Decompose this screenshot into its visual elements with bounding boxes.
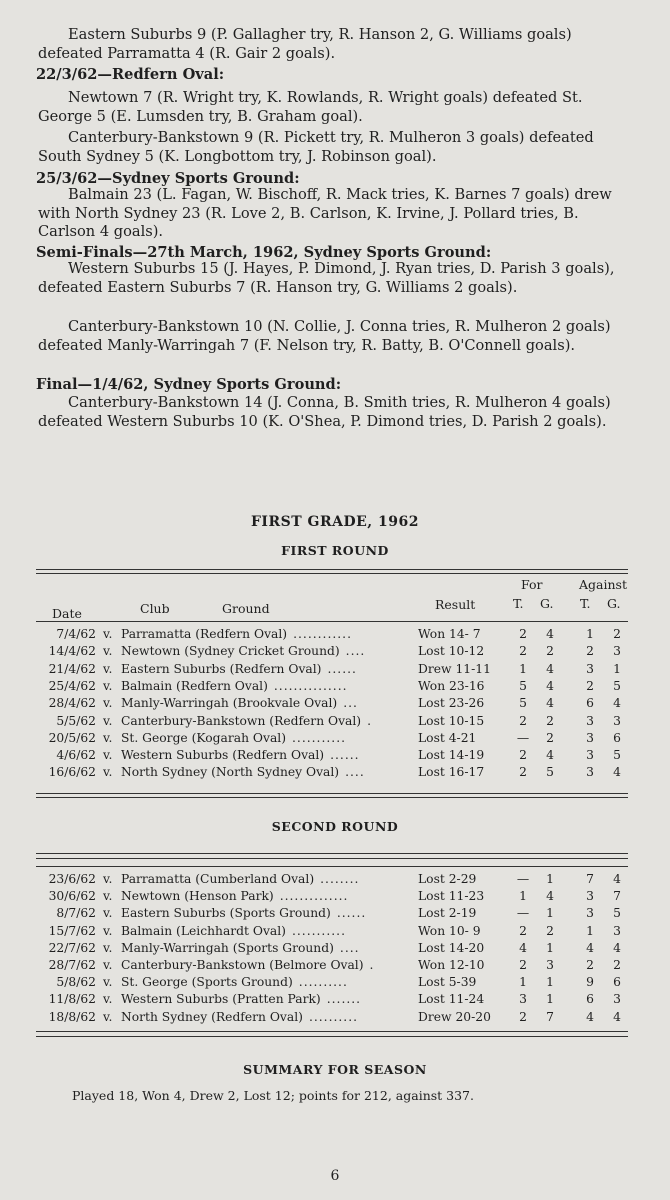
opponent-and-ground (121, 906, 397, 920)
against-tries: 3 (586, 713, 594, 728)
versus-label: v. (103, 644, 113, 659)
for-goals: 1 (546, 992, 554, 1007)
for-goals: 1 (546, 906, 554, 921)
match-result: Won 12-10 (418, 958, 485, 972)
opponent-and-ground (121, 1010, 397, 1024)
against-goals: 6 (613, 975, 621, 990)
match-heading: 22/3/62—Redfern Oval: (36, 66, 225, 83)
match-date: 20/5/62 (48, 730, 96, 745)
opponent-ground-text: North Sydney (North Sydney Oval) (121, 765, 340, 780)
against-tries: 6 (586, 992, 594, 1007)
for-goals-header: G. (540, 596, 554, 611)
for-tries: 2 (519, 748, 527, 763)
table-rule (36, 858, 628, 859)
for-header: For (521, 577, 543, 592)
opponent-ground-text: Canterbury-Bankstown (Belmore Oval) (121, 958, 364, 972)
for-tries: 3 (519, 992, 527, 1007)
for-tries: 2 (519, 765, 527, 780)
against-goals: 4 (613, 940, 621, 955)
for-tries: 5 (519, 696, 527, 711)
versus-label: v. (103, 889, 113, 904)
result-paragraph: Western Suburbs 15 (J. Hayes, P. Dimond, J. Ryan tries, D. Parish 3 goals), defeated Eastern Suburbs 7 (R. Hanson try, G. Williams 2 goals). (38, 260, 615, 296)
against-goals: 2 (613, 958, 621, 972)
table-row (0, 731, 670, 748)
result-paragraph: Canterbury-Bankstown 14 (J. Conna, B. Smith tries, R. Mulheron 4 goals) defeated Western Suburbs 10 (K. O'Shea, P. Dimond tries, D. Parish 2 goals). (38, 394, 611, 430)
opponent-and-ground (121, 748, 397, 762)
opponent-and-ground (121, 696, 397, 710)
match-heading: Semi-Finals—27th March, 1962, Sydney Sports Ground: (36, 244, 492, 261)
for-goals: 7 (546, 1009, 554, 1024)
for-goals: 1 (546, 975, 554, 990)
against-tries: 3 (586, 748, 594, 763)
match-date: 8/7/62 (56, 906, 96, 921)
opponent-ground-text: Parramatta (Redfern Oval) (121, 627, 288, 641)
for-goals: 4 (546, 889, 554, 904)
for-tries: 2 (519, 713, 527, 728)
versus-label: v. (103, 906, 113, 921)
for-tries: 2 (519, 627, 527, 641)
match-date: 5/5/62 (56, 713, 96, 728)
match-result: Lost 11-23 (418, 889, 485, 904)
against-tries: 4 (586, 1009, 594, 1024)
match-date: 28/4/62 (48, 696, 96, 711)
for-goals: 2 (546, 644, 554, 659)
for-tries: 2 (519, 958, 527, 972)
leader-dots: ... (343, 696, 358, 711)
match-result: Lost 23-26 (418, 696, 485, 711)
table-row (0, 644, 670, 661)
for-tries: 1 (519, 975, 527, 990)
table-row (0, 975, 670, 992)
opponent-and-ground (121, 872, 397, 886)
versus-label: v. (103, 940, 113, 955)
summary-title: SUMMARY FOR SEASON (243, 1062, 427, 1077)
table-row (0, 941, 670, 958)
against-tries: 2 (586, 644, 594, 659)
table-row (0, 889, 670, 906)
against-goals: 5 (613, 678, 621, 693)
opponent-and-ground (121, 975, 397, 989)
for-goals: 1 (546, 872, 554, 886)
result-paragraph: Newtown 7 (R. Wright try, K. Rowlands, R. Wright goals) defeated St. George 5 (E. Lumsden try, B. Graham goal). (38, 89, 583, 125)
opponent-ground-text: Western Suburbs (Redfern Oval) (121, 748, 325, 763)
opponent-and-ground (121, 765, 397, 779)
opponent-and-ground (121, 731, 397, 745)
versus-label: v. (103, 661, 113, 676)
opponent-ground-text: Western Suburbs (Pratten Park) (121, 992, 321, 1007)
for-tries: 2 (519, 923, 527, 938)
match-date: 15/7/62 (48, 923, 96, 938)
table-row (0, 748, 670, 765)
match-result: Lost 4-21 (418, 730, 477, 745)
summary-text: Played 18, Won 4, Drew 2, Lost 12; points for 212, against 337. (72, 1088, 474, 1103)
for-tries: 1 (519, 661, 527, 676)
leader-dots: .... (345, 644, 366, 659)
leader-dots: . (367, 713, 373, 728)
match-result: Won 23-16 (418, 678, 485, 693)
table-rule (36, 1036, 628, 1037)
table-row (0, 958, 670, 975)
opponent-and-ground (121, 941, 397, 955)
for-tries-header: T. (513, 596, 524, 611)
match-result: Lost 14-19 (418, 748, 485, 763)
match-date: 4/6/62 (56, 748, 96, 763)
table-row (0, 714, 670, 731)
against-goals: 3 (613, 713, 621, 728)
opponent-ground-text: St. George (Kogarah Oval) (121, 730, 287, 745)
table-rule (36, 569, 628, 570)
match-result: Lost 11-24 (418, 992, 485, 1007)
opponent-ground-text: Parramatta (Cumberland Oval) (121, 872, 315, 886)
result-header: Result (435, 597, 476, 612)
table-rule (36, 1031, 628, 1032)
opponent-and-ground (121, 662, 397, 676)
opponent-and-ground (121, 958, 397, 972)
ground-header: Ground (222, 601, 270, 616)
against-goals: 7 (613, 889, 621, 904)
against-header: Against (579, 577, 627, 592)
against-goals: 3 (613, 992, 621, 1007)
against-tries: 2 (586, 678, 594, 693)
opponent-and-ground (121, 644, 397, 658)
match-result: Won 14- 7 (418, 627, 481, 641)
table-row (0, 906, 670, 923)
for-tries: 2 (519, 644, 527, 659)
leader-dots: ....... (326, 992, 362, 1007)
for-goals: 3 (546, 958, 554, 972)
opponent-ground-text: North Sydney (Redfern Oval) (121, 1009, 303, 1024)
leader-dots: .... (345, 765, 365, 780)
against-goals: 5 (613, 906, 621, 921)
against-tries-header: T. (580, 596, 591, 611)
result-paragraph: Canterbury-Bankstown 9 (R. Pickett try, R. Mulheron 3 goals) defeated South Sydney 5 (K. Longbottom try, J. Robinson goal). (38, 129, 594, 165)
leader-dots: .......... (298, 975, 348, 990)
against-goals-header: G. (607, 596, 621, 611)
match-date: 18/8/62 (48, 1009, 96, 1024)
for-tries: 2 (519, 1009, 527, 1024)
opponent-ground-text: Manly-Warringah (Brookvale Oval) (121, 696, 338, 711)
opponent-and-ground (121, 714, 397, 728)
match-date: 14/4/62 (48, 644, 96, 659)
table-rule (36, 573, 628, 574)
against-tries: 3 (586, 765, 594, 780)
table-row (0, 696, 670, 713)
leader-dots: ............ (293, 627, 352, 641)
versus-label: v. (103, 765, 113, 780)
opponent-ground-text: Eastern Suburbs (Redfern Oval) (121, 661, 322, 676)
against-tries: 3 (586, 661, 594, 676)
against-tries: 4 (586, 940, 594, 955)
match-date: 16/6/62 (48, 765, 96, 780)
against-tries: 3 (586, 906, 594, 921)
match-result: Lost 10-15 (418, 713, 485, 728)
table-row (0, 765, 670, 782)
match-date: 30/6/62 (48, 889, 96, 904)
against-goals: 5 (613, 748, 621, 763)
leader-dots: ........... (291, 923, 346, 938)
against-goals: 3 (613, 923, 621, 938)
for-tries: — (516, 730, 530, 745)
opponent-and-ground (121, 992, 397, 1006)
versus-label: v. (103, 992, 113, 1007)
table-row (0, 872, 670, 889)
versus-label: v. (103, 730, 113, 745)
for-goals: 4 (546, 661, 554, 676)
match-date: 5/8/62 (56, 975, 96, 990)
against-tries: 9 (586, 975, 594, 990)
versus-label: v. (103, 923, 113, 938)
against-goals: 4 (613, 872, 621, 886)
opponent-ground-text: Newtown (Sydney Cricket Ground) (121, 644, 340, 659)
leader-dots: ...... (336, 906, 367, 921)
against-tries: 1 (586, 627, 594, 641)
versus-label: v. (103, 872, 113, 886)
opponent-ground-text: St. George (Sports Ground) (121, 975, 293, 990)
first-round-title: FIRST ROUND (281, 543, 389, 558)
opponent-and-ground (121, 924, 397, 938)
against-goals: 4 (613, 696, 621, 711)
result-paragraph: Eastern Suburbs 9 (P. Gallagher try, R. Hanson 2, G. Williams goals) defeated Parramatta 4 (R. Gair 2 goals). (38, 26, 572, 62)
versus-label: v. (103, 696, 113, 711)
match-result: Drew 20-20 (418, 1009, 491, 1024)
against-tries: 1 (586, 923, 594, 938)
versus-label: v. (103, 975, 113, 990)
against-goals: 4 (613, 1009, 621, 1024)
for-goals: 5 (546, 765, 554, 780)
match-result: Lost 16-17 (418, 765, 485, 780)
match-result: Lost 14-20 (418, 940, 485, 955)
for-goals: 4 (546, 627, 554, 641)
match-heading: 25/3/62—Sydney Sports Ground: (36, 170, 300, 187)
table-row (0, 1010, 670, 1027)
for-goals: 1 (546, 940, 554, 955)
for-tries: — (516, 906, 530, 921)
for-goals: 4 (546, 696, 554, 711)
page-number: 6 (330, 1168, 340, 1184)
match-heading: Final—1/4/62, Sydney Sports Ground: (36, 376, 342, 393)
table-row (0, 679, 670, 696)
against-tries: 6 (586, 696, 594, 711)
for-goals: 4 (546, 678, 554, 693)
match-date: 23/6/62 (48, 872, 96, 886)
opponent-and-ground (121, 679, 397, 693)
for-goals: 2 (546, 730, 554, 745)
versus-label: v. (103, 713, 113, 728)
section-title: FIRST GRADE, 1962 (250, 514, 419, 530)
match-result: Lost 2-19 (418, 906, 477, 921)
for-goals: 4 (546, 748, 554, 763)
opponent-ground-text: Canterbury-Bankstown (Redfern Oval) (121, 713, 362, 728)
table-row (0, 924, 670, 941)
club-header: Club (140, 601, 170, 616)
for-tries: 4 (519, 940, 527, 955)
match-date: 7/4/62 (56, 627, 96, 641)
opponent-ground-text: Newtown (Henson Park) (121, 889, 274, 904)
result-paragraph: Canterbury-Bankstown 10 (N. Collie, J. Conna tries, R. Mulheron 2 goals) defeated Manly-Warringah 7 (F. Nelson try, R. Batty, B. O'Connell goals). (38, 318, 611, 354)
match-date: 11/8/62 (48, 992, 96, 1007)
versus-label: v. (103, 748, 113, 763)
table-rule (36, 853, 628, 854)
leader-dots: ...... (327, 661, 357, 676)
leader-dots: ........... (292, 730, 347, 745)
leader-dots: ........ (320, 872, 360, 886)
opponent-ground-text: Balmain (Leichhardt Oval) (121, 923, 286, 938)
against-goals: 3 (613, 644, 621, 659)
against-goals: 1 (613, 661, 621, 676)
against-tries: 7 (586, 872, 594, 886)
match-result: Lost 5-39 (418, 975, 477, 990)
against-tries: 3 (586, 730, 594, 745)
against-goals: 4 (613, 765, 621, 780)
against-goals: 2 (613, 627, 621, 641)
opponent-ground-text: Manly-Warringah (Sports Ground) (121, 940, 334, 955)
leader-dots: .......... (308, 1009, 359, 1024)
table-rule (36, 797, 628, 798)
match-result: Lost 10-12 (418, 644, 485, 659)
date-header: Date (52, 606, 82, 621)
against-tries: 3 (586, 889, 594, 904)
versus-label: v. (103, 627, 113, 641)
versus-label: v. (103, 958, 113, 972)
opponent-and-ground (121, 889, 397, 903)
table-rule (36, 866, 628, 867)
leader-dots: .... (339, 940, 360, 955)
for-goals: 2 (546, 923, 554, 938)
match-date: 21/4/62 (48, 661, 96, 676)
match-result: Lost 2-29 (418, 872, 477, 886)
opponent-ground-text: Eastern Suburbs (Sports Ground) (121, 906, 331, 921)
result-paragraph: Balmain 23 (L. Fagan, W. Bischoff, R. Mack tries, K. Barnes 7 goals) drew with North Sydney 23 (R. Love 2, B. Carlson, K. Irvine, J. Pollard tries, B. Carlson 4 goals). (38, 186, 612, 241)
leader-dots: . (369, 958, 375, 972)
for-tries: — (516, 872, 530, 886)
match-date: 28/7/62 (48, 958, 96, 972)
versus-label: v. (103, 678, 113, 693)
match-result: Won 10- 9 (418, 923, 481, 938)
opponent-ground-text: Balmain (Redfern Oval) (121, 678, 268, 693)
leader-dots: ...... (330, 748, 360, 763)
table-row (0, 662, 670, 679)
match-date: 25/4/62 (48, 678, 96, 693)
table-row (0, 627, 670, 644)
table-rule (36, 793, 628, 794)
against-goals: 6 (613, 730, 621, 745)
leader-dots: ............... (273, 678, 348, 693)
for-tries: 5 (519, 678, 527, 693)
table-row (0, 992, 670, 1009)
match-date: 22/7/62 (48, 940, 96, 955)
match-result: Drew 11-11 (418, 661, 491, 676)
for-tries: 1 (519, 889, 527, 904)
table-rule (36, 621, 628, 622)
opponent-and-ground (121, 627, 397, 641)
against-tries: 2 (586, 958, 594, 972)
leader-dots: .............. (279, 889, 349, 904)
versus-label: v. (103, 1009, 113, 1024)
for-goals: 2 (546, 713, 554, 728)
second-round-title: SECOND ROUND (271, 819, 399, 834)
